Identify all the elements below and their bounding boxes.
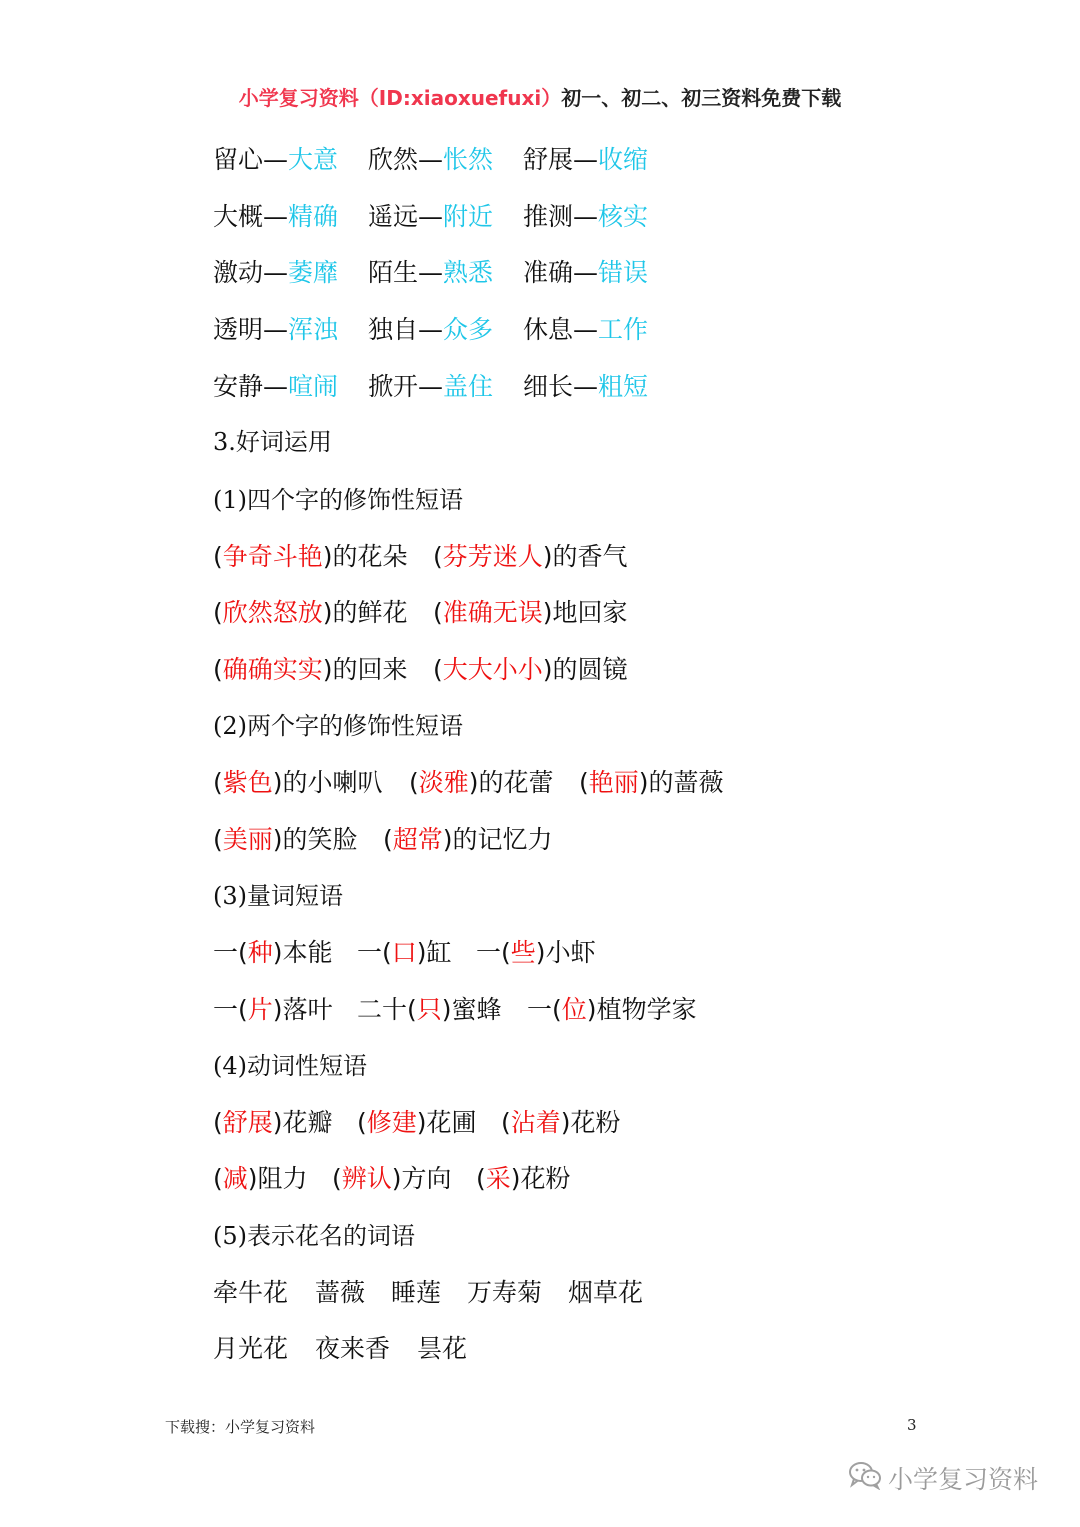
antonym-pair: 留心—大意 bbox=[213, 145, 339, 174]
antonym-pair: 陌生—熟悉 bbox=[368, 258, 494, 287]
phrase: (紫色)的小喇叭 bbox=[213, 768, 383, 797]
phrase: 一(口)缸 bbox=[357, 938, 452, 967]
phrase: (确确实实)的回来 bbox=[213, 655, 408, 684]
subsection-heading: (2)两个字的修饰性短语 bbox=[213, 712, 463, 740]
phrase-row bbox=[213, 820, 553, 860]
flower-names-row bbox=[213, 1273, 643, 1313]
footer-download-text: 下载搜：小学复习资料 bbox=[165, 1418, 316, 1436]
phrase-row bbox=[213, 1103, 621, 1143]
antonym-pair: 推测—核实 bbox=[523, 202, 649, 231]
phrase: 二十(只)蜜蜂 bbox=[357, 995, 502, 1024]
header-red-text: 小学复习资料（ID:xiaoxuefuxi） bbox=[238, 86, 562, 110]
phrase: (减)阻力 bbox=[213, 1164, 308, 1193]
flower-name: 夜来香 bbox=[315, 1334, 391, 1363]
phrase-row bbox=[213, 1159, 571, 1199]
phrase: (艳丽)的蔷薇 bbox=[579, 768, 724, 797]
phrase: (争奇斗艳)的花朵 bbox=[213, 542, 408, 571]
section-heading: 3.好词运用 bbox=[213, 428, 332, 456]
antonym-pair: 准确—错误 bbox=[523, 258, 649, 287]
phrase: 一(位)植物学家 bbox=[527, 995, 697, 1024]
subsection-heading: (3)量词短语 bbox=[213, 882, 343, 910]
phrase: (美丽)的笑脸 bbox=[213, 825, 358, 854]
subsection-heading: (5)表示花名的词语 bbox=[213, 1222, 415, 1250]
flower-name: 月光花 bbox=[213, 1334, 289, 1363]
phrase-row bbox=[213, 537, 628, 577]
phrase: (淡雅)的花蕾 bbox=[409, 768, 554, 797]
flower-name: 睡莲 bbox=[391, 1278, 442, 1307]
phrase: (采)花粉 bbox=[476, 1164, 571, 1193]
antonym-pair: 休息—工作 bbox=[523, 315, 649, 344]
antonym-pair: 遥远—附近 bbox=[368, 202, 494, 231]
flower-name: 牵牛花 bbox=[213, 1278, 289, 1307]
page-number: 3 bbox=[907, 1416, 917, 1434]
phrase: (沾着)花粉 bbox=[501, 1108, 621, 1137]
watermark bbox=[848, 1458, 1038, 1498]
subsection-heading: (4)动词性短语 bbox=[213, 1052, 367, 1080]
measure-word-row bbox=[213, 933, 596, 973]
antonym-pair: 大概—精确 bbox=[213, 202, 339, 231]
wechat-icon bbox=[848, 1460, 888, 1496]
antonym-row bbox=[213, 310, 648, 350]
phrase: (欣然怒放)的鲜花 bbox=[213, 598, 408, 627]
antonym-pair: 欣然—怅然 bbox=[368, 145, 494, 174]
antonym-pair: 激动—萎靡 bbox=[213, 258, 339, 287]
antonym-row bbox=[213, 367, 648, 407]
flower-name: 烟草花 bbox=[568, 1278, 644, 1307]
subsection-heading: (1)四个字的修饰性短语 bbox=[213, 486, 463, 514]
antonym-pair: 掀开—盖住 bbox=[368, 372, 494, 401]
antonym-pair: 舒展—收缩 bbox=[523, 145, 649, 174]
antonym-pair: 独自—众多 bbox=[368, 315, 494, 344]
phrase: (超常)的记忆力 bbox=[383, 825, 553, 854]
phrase-row bbox=[213, 650, 628, 690]
measure-word-row bbox=[213, 990, 697, 1030]
flower-names-row bbox=[213, 1329, 467, 1369]
antonym-row bbox=[213, 140, 648, 180]
phrase-row bbox=[213, 763, 724, 803]
flower-name: 蔷薇 bbox=[315, 1278, 366, 1307]
page-header bbox=[0, 82, 1080, 111]
antonym-pair: 细长—粗短 bbox=[523, 372, 649, 401]
phrase: (芬芳迷人)的香气 bbox=[433, 542, 628, 571]
phrase: (准确无误)地回家 bbox=[433, 598, 628, 627]
phrase: (辨认)方向 bbox=[332, 1164, 452, 1193]
antonym-pair: 安静—喧闹 bbox=[213, 372, 339, 401]
phrase: 一(些)小虾 bbox=[476, 938, 596, 967]
watermark-text: 小学复习资料 bbox=[888, 1465, 1039, 1494]
phrase: 一(种)本能 bbox=[213, 938, 333, 967]
antonym-row bbox=[213, 197, 648, 237]
phrase-row bbox=[213, 593, 628, 633]
phrase: (大大小小)的圆镜 bbox=[433, 655, 628, 684]
flower-name: 昙花 bbox=[417, 1334, 468, 1363]
header-dark-text: 初一、初二、初三资料免费下载 bbox=[561, 86, 842, 110]
antonym-row bbox=[213, 253, 648, 293]
phrase: (舒展)花瓣 bbox=[213, 1108, 333, 1137]
phrase: 一(片)落叶 bbox=[213, 995, 333, 1024]
antonym-pair: 透明—浑浊 bbox=[213, 315, 339, 344]
phrase: (修建)花圃 bbox=[357, 1108, 477, 1137]
flower-name: 万寿菊 bbox=[467, 1278, 543, 1307]
